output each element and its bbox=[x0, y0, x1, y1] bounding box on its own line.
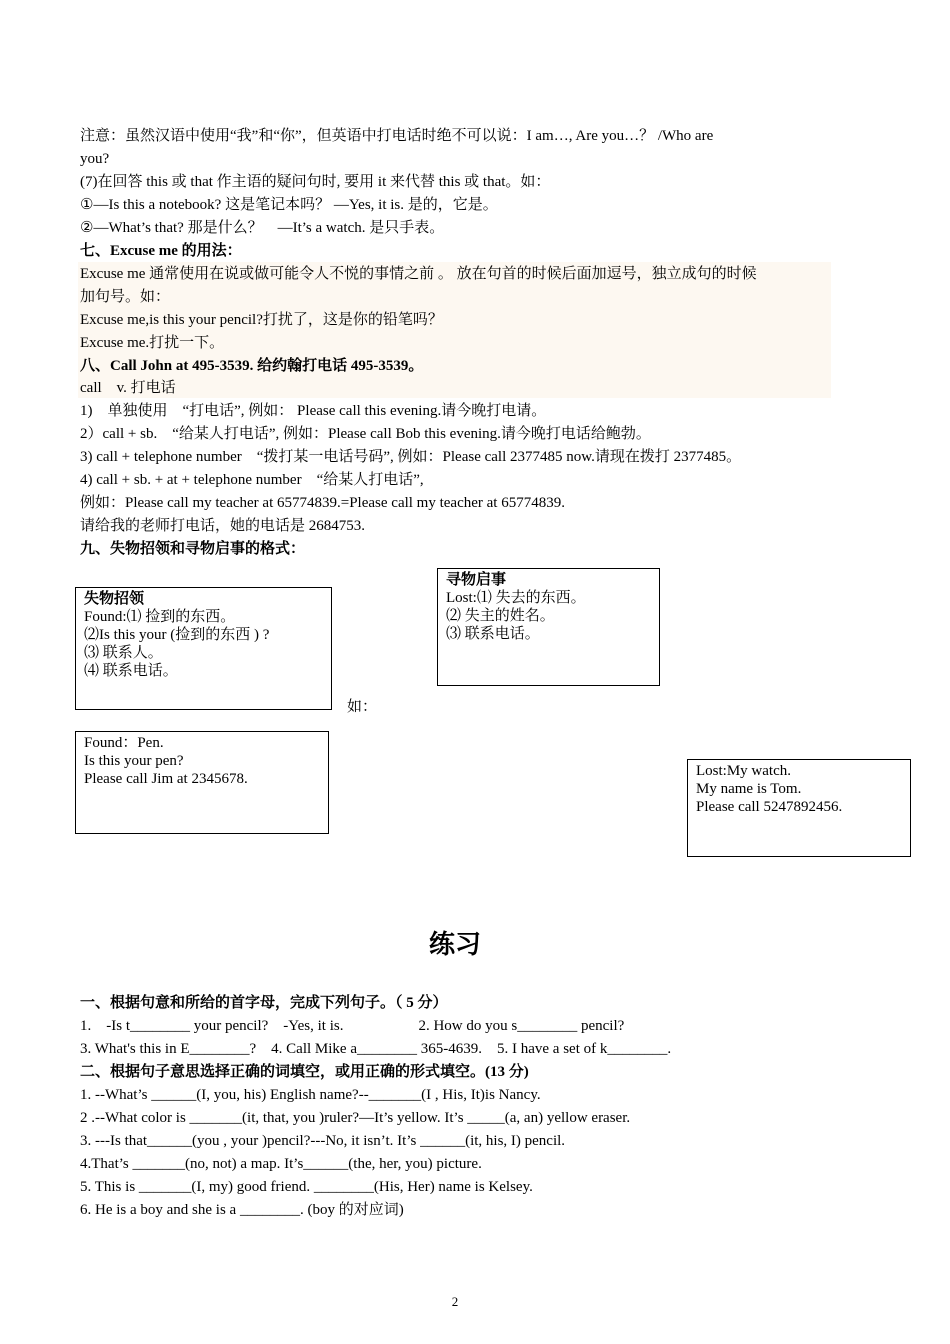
found-template-line: Found:⑴ 捡到的东西。 bbox=[84, 609, 236, 625]
lost-template-line: ⑶ 联系电话。 bbox=[446, 626, 540, 642]
section-7-heading: 七、Excuse me 的用法： bbox=[80, 243, 242, 259]
note-line: ②—What’s that? 那是什么？ —It’s a watch. 是只手表。 bbox=[80, 220, 445, 236]
section-8-line: 3) call + telephone number “拨打某一电话号码”, 例如：Please call 2377485 now.请现在拨打 2377485。 bbox=[80, 449, 742, 465]
found-template-title: 失物招领 bbox=[84, 591, 145, 607]
lost-example-line: Lost:My watch. bbox=[696, 763, 791, 779]
found-example-line: Is this your pen? bbox=[84, 753, 184, 769]
lost-example-line: My name is Tom. bbox=[696, 781, 802, 797]
exercise-part2-line: 5. This is _______(I, my) good friend. ________(His, Her) name is Kelsey. bbox=[80, 1179, 533, 1195]
exercise-part1-line: 1. -Is t________ your pencil? -Yes, it is. 2. How do you s________ pencil? bbox=[80, 1018, 625, 1034]
found-template-line: ⑷ 联系电话。 bbox=[84, 663, 178, 679]
section-8-line: 2）call + sb. “给某人打电话”, 例如：Please call Bob this evening.请今晚打电话给鲍勃。 bbox=[80, 426, 651, 442]
exercise-part2-heading: 二、根据句子意思选择正确的词填空，或用正确的形式填空。(13 分) bbox=[80, 1064, 529, 1080]
section-7-line: 加句号。如： bbox=[80, 289, 171, 305]
exercise-title: 练习 bbox=[428, 930, 481, 959]
section-8-line: 例如：Please call my teacher at 65774839.=Please call my teacher at 65774839. bbox=[80, 495, 565, 511]
exercise-part2-line: 6. He is a boy and she is a ________. (boy 的对应词) bbox=[80, 1202, 404, 1218]
section-8-line: call v. 打电话 bbox=[80, 380, 176, 396]
exercise-part1-line: 3. What's this in E________? 4. Call Mike a________ 365-4639. 5. I have a set of k________. bbox=[80, 1041, 672, 1057]
found-example-box bbox=[75, 731, 329, 834]
found-example-line: Found：Pen. bbox=[84, 735, 164, 751]
lost-template-box bbox=[437, 568, 660, 686]
page-number: 2 bbox=[451, 1294, 459, 1309]
section-7-line: Excuse me.打扰一下。 bbox=[80, 335, 225, 351]
lost-example-box bbox=[687, 759, 911, 857]
lost-template-line: ⑵ 失主的姓名。 bbox=[446, 608, 555, 624]
section-8-heading: 八、Call John at 495-3539. 给约翰打电话 495-3539。 bbox=[80, 358, 424, 374]
exercise-part2-line: 4.That’s _______(no, not) a map. It’s______(the, her, you) picture. bbox=[80, 1156, 482, 1172]
exercise-part1-heading: 一、根据句意和所给的首字母，完成下列句子。（ 5 分） bbox=[80, 995, 448, 1011]
exercise-part2-line: 2 .--What color is _______(it, that, you )ruler?—It’s yellow. It’s _____(a, an) yellow eraser. bbox=[80, 1110, 631, 1126]
note-line: 注意：虽然汉语中使用“我”和“你”，但英语中打电话时绝不可以说：I am…, Are you…？ /Who are bbox=[80, 128, 714, 144]
exercise-part2-line: 1. --What’s ______(I, you, his) English name?--_______(I , His, It)is Nancy. bbox=[80, 1087, 541, 1103]
section-8-line: 4) call + sb. + at + telephone number “给某人打电话”, bbox=[80, 472, 424, 488]
section-7-line: Excuse me,is this your pencil?打扰了，这是你的铅笔吗？ bbox=[80, 312, 443, 328]
section-8-line: 1) 单独使用 “打电话”, 例如： Please call this evening.请今晚打电请。 bbox=[80, 403, 547, 419]
note-line: you? bbox=[80, 151, 110, 167]
note-line: (7)在回答 this 或 that 作主语的疑问句时, 要用 it 来代替 this 或 that。如： bbox=[80, 174, 551, 190]
section-7-line: Excuse me 通常使用在说或做可能令人不悦的事情之前 。 放在句首的时候后面加逗号，独立成句的时候 bbox=[80, 266, 757, 282]
example-label: 如： bbox=[347, 699, 378, 715]
exercise-part2-line: 3. ---Is that______(you , your )pencil?---No, it isn’t. It’s ______(it, his, I) pencil. bbox=[80, 1133, 566, 1149]
lost-template-line: Lost:⑴ 失去的东西。 bbox=[446, 590, 586, 606]
found-template-line: ⑶ 联系人。 bbox=[84, 645, 163, 661]
section-8-line: 请给我的老师打电话，她的电话是 2684753. bbox=[80, 518, 366, 534]
section-9-heading: 九、失物招领和寻物启事的格式： bbox=[80, 541, 306, 557]
lost-example-line: Please call 5247892456. bbox=[696, 799, 843, 815]
lost-template-title: 寻物启事 bbox=[446, 572, 507, 588]
note-line: ①—Is this a notebook? 这是笔记本吗？ —Yes, it is. 是的，它是。 bbox=[80, 197, 498, 213]
found-template-line: ⑵Is this your (捡到的东西 ) ? bbox=[84, 627, 270, 643]
found-template-box bbox=[75, 587, 332, 710]
found-example-line: Please call Jim at 2345678. bbox=[84, 771, 248, 787]
